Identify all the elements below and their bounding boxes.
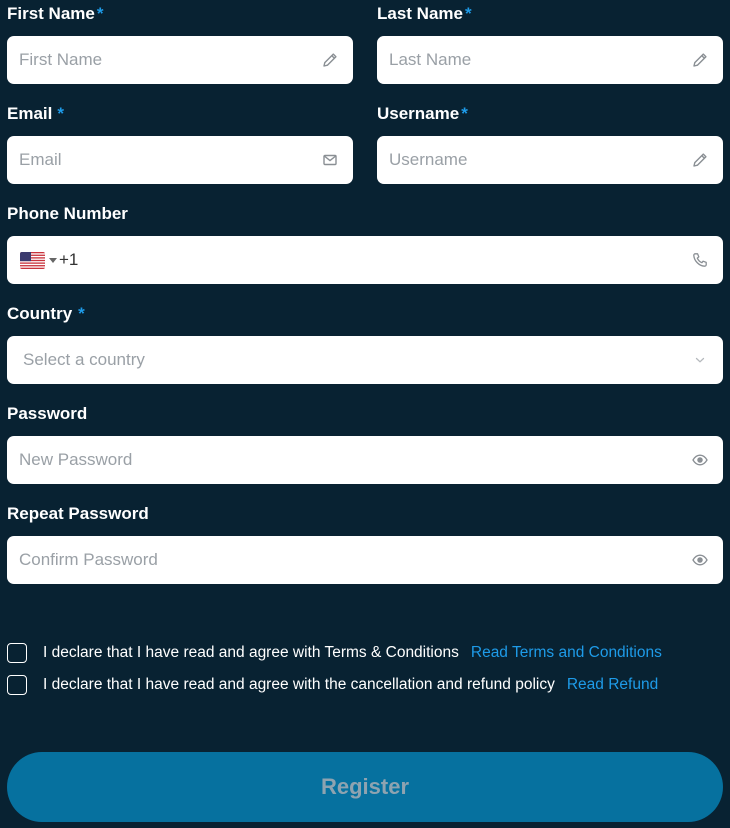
dial-code: +1	[59, 250, 79, 269]
first-name-field[interactable]	[7, 36, 353, 84]
chevron-down-icon[interactable]	[691, 351, 709, 369]
pencil-icon	[321, 51, 339, 69]
phone-icon	[691, 251, 709, 269]
read-terms-link[interactable]: Read Terms and Conditions	[470, 644, 662, 661]
phone-label: Phone Number	[7, 204, 128, 223]
country-label: Country *	[7, 304, 85, 323]
phone-field[interactable]	[7, 236, 723, 284]
pencil-icon	[691, 51, 709, 69]
terms-checkbox[interactable]	[7, 643, 27, 663]
refund-agreement-text: I declare that I have read and agree with the cancellation and refund policy	[43, 676, 555, 693]
terms-agreement-text: I declare that I have read and agree with Terms & Conditions	[43, 644, 459, 661]
first-name-input[interactable]	[19, 36, 305, 84]
required-asterisk: *	[464, 4, 472, 23]
country-select[interactable]	[7, 336, 723, 384]
username-input[interactable]	[389, 136, 675, 184]
country-select-placeholder: Select a country	[23, 350, 145, 369]
repeat-password-label: Repeat Password	[7, 504, 149, 523]
caret-down-icon[interactable]	[49, 258, 57, 263]
last-name-input[interactable]	[389, 36, 675, 84]
refund-checkbox[interactable]	[7, 675, 27, 695]
password-input[interactable]	[19, 436, 675, 484]
last-name-label: Last Name *	[377, 4, 472, 23]
email-field[interactable]	[7, 136, 353, 184]
repeat-password-input[interactable]	[19, 536, 675, 584]
required-asterisk: *	[461, 104, 468, 123]
last-name-field[interactable]	[377, 36, 723, 84]
eye-icon[interactable]	[691, 451, 709, 469]
us-flag-icon[interactable]	[20, 252, 45, 269]
password-field[interactable]	[7, 436, 723, 484]
terms-agreement-row	[7, 642, 662, 664]
eye-icon[interactable]	[691, 551, 709, 569]
username-label: Username *	[377, 104, 468, 123]
register-button[interactable]: Register	[7, 752, 723, 822]
password-label: Password	[7, 404, 88, 423]
email-input[interactable]	[19, 136, 305, 184]
pencil-icon	[691, 151, 709, 169]
read-refund-link[interactable]: Read Refund	[566, 676, 659, 693]
required-asterisk: *	[96, 4, 104, 23]
username-field[interactable]	[377, 136, 723, 184]
repeat-password-field[interactable]	[7, 536, 723, 584]
refund-agreement-row	[7, 674, 658, 696]
phone-input[interactable]	[87, 236, 673, 284]
required-asterisk: *	[78, 304, 85, 323]
email-label: Email *	[7, 104, 64, 123]
envelope-icon	[321, 151, 339, 169]
required-asterisk: *	[57, 104, 64, 123]
first-name-label: First Name *	[7, 4, 104, 23]
